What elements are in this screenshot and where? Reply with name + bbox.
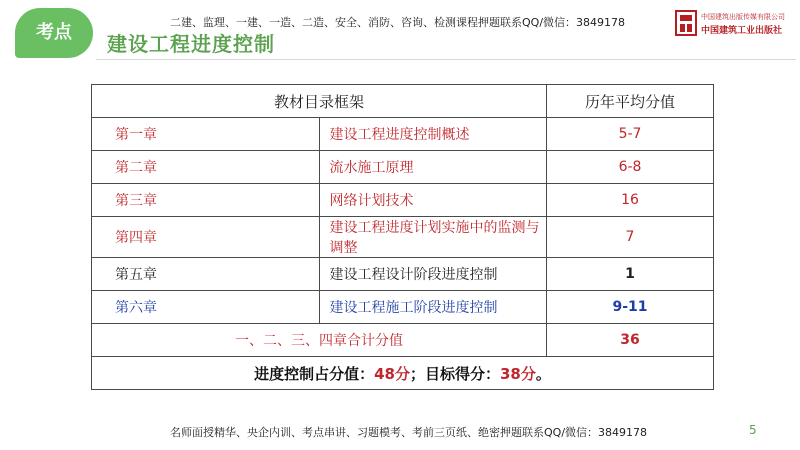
footer-value-total: 48分	[374, 364, 410, 383]
chapter-score: 1	[547, 258, 714, 291]
header-divider	[96, 59, 796, 60]
sum-value: 36	[547, 324, 714, 357]
footer-mid: ；目标得分：	[409, 364, 500, 383]
chapter-title: 建设工程进度控制概述	[319, 118, 547, 151]
table-row	[92, 291, 714, 324]
chapter-label: 第六章	[92, 291, 320, 324]
logo-line-1: 中国建筑出版传媒有限公司	[701, 13, 785, 21]
footer-prefix: 进度控制占分值：	[254, 364, 375, 383]
chapter-label: 第三章	[92, 184, 320, 217]
chapter-score: 6-8	[547, 151, 714, 184]
sum-label: 一、二、三、四章合计分值	[92, 324, 547, 357]
chapter-label: 第二章	[92, 151, 320, 184]
chapter-score: 7	[547, 217, 714, 258]
top-contact-banner: 二建、监理、一建、一造、二造、安全、消防、咨询、检测课程押题联系QQ/微信：3849178	[170, 16, 626, 29]
chapter-title: 建设工程设计阶段进度控制	[319, 258, 547, 291]
chapter-score: 5-7	[547, 118, 714, 151]
chapter-label: 第一章	[92, 118, 320, 151]
table-row	[92, 151, 714, 184]
score-table	[91, 84, 714, 390]
table-row	[92, 258, 714, 291]
topic-badge: 考点	[15, 8, 93, 58]
chapter-title: 建设工程进度计划实施中的监测与调整	[319, 217, 547, 258]
chapter-title: 流水施工原理	[319, 151, 547, 184]
table-row	[92, 184, 714, 217]
table-header-row	[92, 85, 714, 118]
sum-row	[92, 324, 714, 357]
footer-row	[92, 357, 714, 390]
footer-value-target: 38分	[500, 364, 536, 383]
page-number: 5	[749, 423, 757, 437]
header-framework: 教材目录框架	[92, 85, 547, 118]
publisher-logo-icon	[675, 10, 697, 36]
footer-summary	[92, 357, 714, 390]
footer-end: 。	[535, 364, 551, 383]
chapter-label: 第五章	[92, 258, 320, 291]
table-row	[92, 217, 714, 258]
chapter-title: 网络计划技术	[319, 184, 547, 217]
header-score: 历年平均分值	[547, 85, 714, 118]
chapter-label: 第四章	[92, 217, 320, 258]
chapter-title: 建设工程施工阶段进度控制	[319, 291, 547, 324]
publisher-logo	[675, 10, 795, 40]
table-row	[92, 118, 714, 151]
logo-line-2: 中国建筑工业出版社	[701, 26, 783, 36]
chapter-score: 9-11	[547, 291, 714, 324]
page-title: 建设工程进度控制	[107, 32, 275, 56]
header-bar	[0, 0, 800, 58]
chapter-score: 16	[547, 184, 714, 217]
bottom-contact-banner: 名师面授精华、央企内训、考点串讲、习题模考、考前三页纸、绝密押题联系QQ/微信：3849178	[170, 426, 648, 439]
